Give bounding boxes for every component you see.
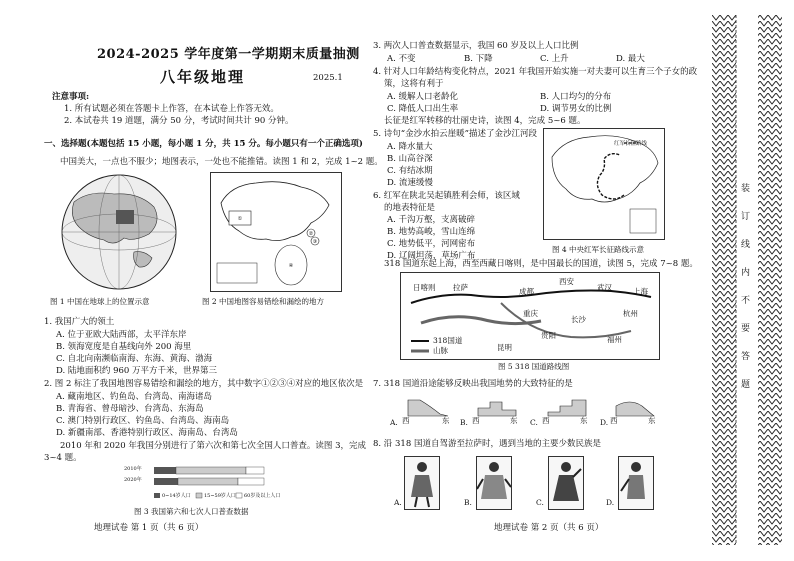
binding-char-2: 订	[741, 212, 751, 222]
q1-option-c: C. 自北向南濒临南海、东海、黄海、渤海	[56, 354, 213, 364]
q7-b-west: 西	[472, 416, 480, 425]
figure-2-map	[210, 172, 342, 292]
q1-option-d: D. 陆地面积约 960 万平方千米，世界第三	[56, 366, 218, 376]
figure-1-globe	[44, 172, 194, 292]
footer-page-2: 地理试卷 第 2 页（共 6 页）	[494, 523, 604, 533]
q5-option-a: A. 降水量大	[387, 142, 433, 152]
binding-char-8: 题	[741, 380, 751, 390]
q6-option-b: B. 地势高峻，雪山连绵	[387, 227, 476, 237]
note-1: 1. 所有试题必须在答题卡上作答，在本试卷上作答无效。	[64, 104, 279, 114]
q3-option-b: B. 下降	[464, 54, 493, 64]
q6-option-d: D. 辽阔坦荡，草场广布	[387, 251, 476, 261]
q8-option-c: C.	[536, 498, 544, 507]
q5-option-c: C. 有结冰期	[387, 166, 433, 176]
figure-4-map	[543, 128, 665, 240]
binding-char-7: 答	[741, 352, 751, 362]
fig5-city-10: 昆明	[497, 343, 512, 352]
binding-char-3: 线	[741, 240, 751, 250]
figure-2-caption: 图 2 中国地图容易错绘和漏绘的地方	[202, 297, 325, 306]
q7-c-east: 东	[580, 416, 588, 425]
fig3-row-2020: 2020年	[124, 477, 142, 483]
q4-option-c: C. 降低人口出生率	[387, 104, 459, 114]
q1-option-a: A. 位于亚欧大陆西部，太平洋东岸	[56, 330, 187, 340]
q8-figure-a	[404, 456, 440, 510]
q7-a-west: 西	[402, 416, 410, 425]
q7-option-b: B.	[460, 418, 468, 427]
notes-heading: 注意事项:	[52, 92, 90, 102]
fig5-city-6: 上海	[633, 287, 648, 296]
q5-option-d: D. 流速缓慢	[387, 178, 433, 188]
q3-option-d: D. 最大	[616, 54, 645, 64]
fig5-city-5: 武汉	[597, 283, 612, 292]
intro-3-4-cont: 3~4 题。	[44, 453, 82, 463]
q6-option-c: C. 地势低平，河网密布	[387, 239, 476, 249]
fig4-route-label: 红军长征路线	[614, 141, 648, 147]
fig5-city-8: 长沙	[571, 315, 586, 324]
figure-3-chart	[124, 464, 281, 504]
q3-stem: 3. 两次人口普查数据显示，我国 60 岁及以上人口比例	[373, 41, 579, 51]
figure-5-map	[400, 272, 660, 360]
fig5-city-1: 日喀则	[413, 283, 436, 292]
fig5-city-11: 贵阳	[541, 331, 556, 340]
fig3-row-2010: 2010年	[124, 466, 142, 472]
q2-option-c: C. 澳门特别行政区、钓鱼岛、台湾岛、海南岛	[56, 416, 230, 426]
q7-profiles	[390, 392, 670, 428]
section1-heading: 一、选择题(本题包括 15 小题，每小题 1 分，共 15 分。每小题只有一个正确选项)	[44, 139, 363, 149]
fig3-legend-1: 0~14岁人口	[162, 493, 191, 499]
q8-option-d: D.	[606, 498, 615, 507]
q3-option-a: A. 不变	[387, 54, 416, 64]
q7-a-east: 东	[442, 416, 450, 425]
q7-b-east: 东	[510, 416, 518, 425]
q2-option-a: A. 藏南地区、钓鱼岛、台湾岛、南海诸岛	[56, 392, 213, 402]
binding-char-5: 不	[741, 296, 751, 306]
q7-stem: 7. 318 国道沿途能够反映出我国地势的大致特征的是	[373, 379, 573, 389]
q2-stem: 2. 图 2 标注了我国地图容易错绘和漏绘的地方，其中数字①②③④对应的地区依次是	[44, 379, 364, 389]
q4-stem: 4. 针对人口年龄结构变化特点，2021 年我国开始实施一对夫妻可以生育三个子女的政	[373, 67, 698, 77]
fig5-city-2: 拉萨	[453, 283, 468, 292]
binding-char-4: 内	[741, 268, 751, 278]
q6-stem: 6. 红军在陕北吴起镇胜利会师，该区域	[373, 191, 520, 201]
exam-title: 2024-2025 学年度第一学期期末质量抽测	[97, 47, 360, 62]
fig5-city-3: 成都	[519, 287, 534, 296]
q8-option-a: A.	[394, 498, 402, 507]
intro-7-8: 318 国道东起上海，西至西藏日喀则，是中国最长的国道，读图 5，完成 7~8 题。	[384, 259, 698, 269]
q1-stem: 1. 我国广大的领土	[44, 317, 115, 327]
q8-figure-c	[548, 456, 584, 510]
note-2: 2. 本试卷共 19 道题，满分 50 分，考试时间共计 90 分钟。	[64, 116, 294, 126]
exam-date: 2025.1	[313, 73, 343, 83]
q7-option-d: D.	[600, 418, 609, 427]
svg-text:①: ①	[237, 216, 243, 222]
fig5-legend-road: 318国道	[433, 336, 463, 345]
footer-page-1: 地理试卷 第 1 页（共 6 页）	[94, 523, 204, 533]
fig5-legend-mountain: 山脉	[433, 346, 448, 355]
q7-option-a: A.	[390, 418, 398, 427]
q4-option-d: D. 调节男女的比例	[540, 104, 612, 114]
q8-stem: 8. 沿 318 国道自驾游至拉萨时，遇到当地的主要少数民族是	[373, 439, 601, 449]
fig5-city-12: 福州	[607, 335, 622, 344]
q7-option-c: C.	[530, 418, 538, 427]
fig5-city-7: 重庆	[523, 309, 538, 318]
figure-4-caption: 图 4 中央红军长征路线示意	[552, 245, 645, 254]
intro-5-6: 长征是红军转移的壮丽史诗，读图 4，完成 5~6 题。	[384, 116, 586, 126]
fig3-legend-2: 15~59岁人口	[204, 493, 236, 499]
figure-1-caption: 图 1 中国在地球上的位置示意	[50, 297, 150, 306]
q8-options	[394, 454, 684, 514]
q2-option-d: D. 新疆南部、香港特别行政区、海南岛、台湾岛	[56, 428, 238, 438]
binding-char-6: 要	[741, 324, 751, 334]
q2-option-b: B. 青海省、曾母暗沙、台湾岛、东海岛	[56, 404, 204, 414]
q7-c-west: 西	[542, 416, 550, 425]
q8-option-b: B.	[464, 498, 472, 507]
fig5-city-4: 西安	[559, 277, 574, 286]
q7-d-west: 西	[610, 416, 618, 425]
exam-subject: 八年级地理	[160, 68, 246, 86]
svg-text:②: ②	[308, 231, 314, 237]
q6-option-a: A. 千沟万壑，支离破碎	[387, 215, 476, 225]
q4-option-a: A. 缓解人口老龄化	[387, 92, 459, 102]
q4-option-b: B. 人口均匀的分布	[540, 92, 612, 102]
svg-text:③: ③	[312, 239, 318, 245]
q4-stem-cont: 策，这将有利于	[384, 79, 444, 89]
q1-option-b: B. 领海宽度是自基线向外 200 海里	[56, 342, 192, 352]
q5-option-b: B. 山高谷深	[387, 154, 433, 164]
q8-figure-d	[618, 456, 654, 510]
q5-stem: 5. 诗句“金沙水拍云崖暖”描述了金沙江河段	[373, 129, 538, 139]
intro-3-4: 2010 年和 2020 年我国分别进行了第六次和第七次全国人口普查。读图 3，完成	[60, 441, 366, 451]
q3-option-c: C. 上升	[540, 54, 569, 64]
figure-5-caption: 图 5 318 国道路线图	[498, 362, 570, 371]
intro-1-2: 中国美大，一点也不服少；地图表示，一处也不能推错。读图 1 和 2，完成 1~2 题。	[60, 157, 383, 167]
q8-figure-b	[476, 456, 512, 510]
q6-stem-cont: 的地表特征是	[384, 203, 436, 213]
binding-strip	[712, 15, 782, 545]
q7-d-east: 东	[648, 416, 656, 425]
svg-text:④: ④	[288, 263, 294, 269]
binding-char-1: 装	[741, 184, 751, 194]
fig3-legend-3: 60岁及以上人口	[244, 493, 281, 499]
fig5-city-9: 杭州	[623, 309, 638, 318]
figure-3-caption: 图 3 我国第六和七次人口普查数据	[134, 507, 249, 516]
